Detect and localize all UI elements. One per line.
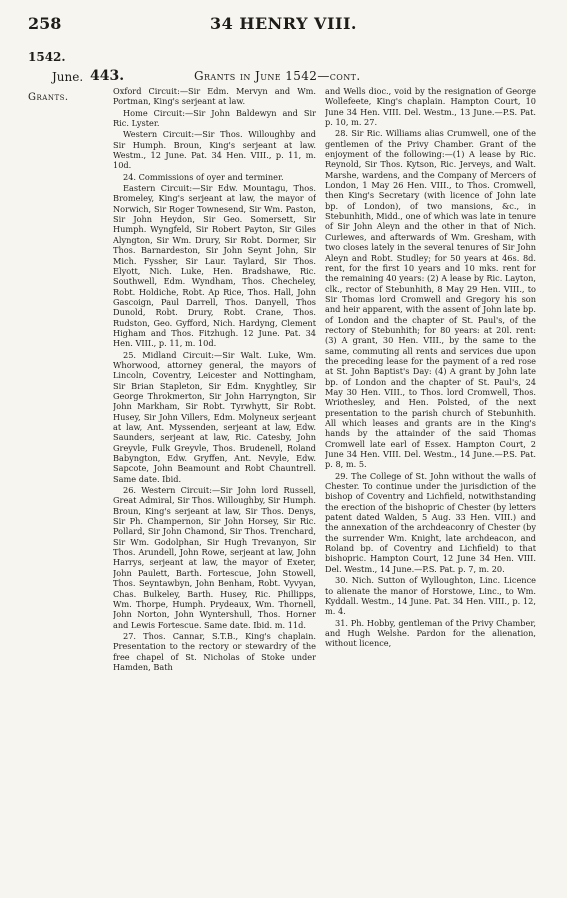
paragraph-item-30: 30. Nich. Sutton of Wylloughton, Linc. Licence to alienate the manor of Horstowe, Linc., to Wm. Kyddall. Westm., 14 June. Pat. 34 Hen. VIII., p. 12, m. 4. [325,575,536,617]
paragraph-item-24: 24. Commissions of oyer and terminer. [123,171,284,182]
paragraph-item-26: 26. Western Circuit:—Sir John lord Russell, Great Admiral, Sir Thos. Willoughby, Sir Humph. Broun, King's serjeant at law, Sir Thos. Denys, Sir Ph. Champernon, Sir John Horsey, Sir Ric. Pollard, Sir John Chamond, Sir Thos. Trenchard, Sir Wm. Godolphan, Sir Hugh Trevanyon, Sir Thos. Arundell, John Rowe, serjeant at law, John Harrys, serjeant at law, the mayor of Exeter, John Paulett, Barth. Fortescue, John Stowell, Thos. Seyntawbyn, John Benham, Robt. Vyvyan, Chas. Bulkeley, Barth. Husey, Ric. Phillipps, Wm. Thorpe, Humph. Prydeaux, Wm. Thornell, John Norton, John Wyntershull, Thos. Horner and Lewis Fortescue. Same date. Ibid. m. 11d. [113,485,316,630]
paragraph-home-circuit: Home Circuit:—Sir John Baldewyn and Sir Ric. Lyster. [113,107,316,129]
margin-month: June. [52,70,84,84]
right-column [325,86,536,886]
running-title: 34 HENRY VIII. [209,14,357,33]
paragraph-item-27-cont: and Wells dioc., void by the resignation of George Wollefeete, King's chaplain. Hampton Court, 10 June 34 Hen. VIII. Del. Westm., 13 June.—P.S. Pat. p. 10, m. 27. [325,86,536,128]
entry-heading: Grants in June 1542—cont. [194,69,361,83]
paragraph-item-25: 25. Midland Circuit:—Sir Walt. Luke, Wm. Whorwood, attorney general, the mayors of Lincoln, Coventry, Leicester and Nottingham, Sir Brian Stapleton, Sir Edm. Knyghtley, Sir George Throkmerton, Sir John Harryngton, Sir John Markham, Sir Robt. Tyrwhytt, Sir Robt. Husey, Sir John Villers, Edm. Molyneux serjeant at law, Ant. Myssenden, serjeant at law, Edw. Saunders, serjeant at law, Ric. Catesby, John Greyvle, Fulk Greyvle, Thos. Brudenell, Roland Babyngton, Edw. Gryffen, Ant. Nevyle, Edw. Sapcote, John Beamount and Robt Chauntrell. Same date. Ibid. [113,349,316,484]
paragraph-eastern-circuit: Eastern Circuit:—Sir Edw. Mountagu, Thos. Bromeley, King's serjeant at law, the mayor of Norwich, Sir Roger Townesend, Sir Wm. Paston, Sir John Heydon, Sir Geo. Somersett, Sir Humph. Wyngfeld, Sir Robert Payton, Sir Giles Alyngton, Sir Wm. Drury, Sir Robt. Dormer, Sir Thos. Barnardeston, Sir John Seynt John, Sir Mich. Fyssher, Sir Laur. Taylard, Sir Thos. Elyott, Nich. Luke, Hen. Bradshawe, Ric. Southwell, Edm. Wyndham, Thos. Checheley, Robt. Holdiche, Robt. Ap Rice, Thos. Hall, John Gascoign, Paul Darrell, Thos. Danyell, Thos Dunold, Robt. Drury, Robt. Crane, Thos. Rudston, Geo. Gyfford, Nich. Hardyng, Clement Higham and Thos. Fitzhugh. 12 June. Pat. 34 Hen. VIII., p. 11, m. 10d. [113,183,316,349]
left-column [113,86,316,886]
paragraph-item-31: 31. Ph. Hobby, gentleman of the Privy Chamber, and Hugh Welshe. Pardon for the alienation, without licence, [325,617,536,649]
paragraph-oxford-circuit: Oxford Circuit:—Sir Edm. Mervyn and Wm. Portman, King's serjeant at law. [113,86,316,107]
margin-year: 1542. [28,50,66,64]
entry-number: 443. [90,68,125,84]
paragraph-item-29: 29. The College of St. John without the walls of Chester. To continue under the jurisdiction of the bishop of Coventry and Lichfield, notwithstanding the erection of the bishopric of Chester (by letters patent dated Walden, 5 Aug. 33 Hen. VIII.) and the annexation of the archdeaconry of Chester (by the surrender Wm. Knight, late archdeacon, and Roland bp. of Coventry and Lichfield) to that bishopric. Hampton Court, 12 June 34 Hen. VIII. Del. Westm., 14 June.—P.S. Pat. p. 7, m. 20. [325,470,536,574]
page-number: 258 [28,14,62,33]
paragraph-western-circuit: Western Circuit:—Sir Thos. Willoughby and Sir Humph. Broun, King's serjeant at law. Westm., 12 June. Pat. 34 Hen. VIII., p. 11, m. 10d. [113,129,316,171]
entry-header [90,68,536,84]
margin-section-label: Grants. [28,92,69,103]
paragraph-item-27: 27. Thos. Cannar, S.T.B., King's chaplain. Presentation to the rectory or stewardry of the free chapel of St. Nicholas of Stoke under Hamden, Bath [113,630,316,672]
paragraph-item-28: 28. Sir Ric. Williams alias Crumwell, one of the gentlemen of the Privy Chamber. Grant of the enjoyment of the following:—(1) A lease by Ric. Reynold, Sir Thos. Kytson, Ric. Jerveys, and Walt. Marshe, wardens, and the Company of Mercers of London, 1 May 26 Hen. VIII., to Thos. Cromwell, then King's Secretary (with licence of John late bp. of London), of two mansions, &c., in Stebunhith, Midd., one of which was late in tenure of Sir John Aleyn and the other in that of Nich. Curlewes, and afterwards of Wm. Gresham, with two closes lately in the several tenures of Sir John Aleyn and Robt. Studley; for 50 years at 46s. 8d. rent, for the first 10 years and 10 mks. rent for the remaining 40 years: (2) A lease by Ric. Layton, clk., rector of Stebunhith, 8 May 29 Hen. VIII., to Sir Thomas lord Cromwell and Gregory his son and heir apparent, with the assent of John late bp. of London and the chapter of St. Paul's, of the rectory of Stebunhith; for 80 years: at 20l. rent: (3) A grant, 30 Hen. VIII., by the same to the same, commuting all rents and services due upon the preceding lease for the payment of a red rose at St. John Baptist's Day: (4) A grant by John late bp. of London and the chapter of St. Paul's, 24 May 30 Hen. VIII., to Thos. lord Cromwell, Thos. Wriothesley, and Hen. Polsted, of the next presentation to the parish church of Stebunhith. All which leases and grants are in the King's hands by the attainder of the said Thomas Cromwell late earl of Essex. Hampton Court, 2 June 34 Hen. VIII. Del. Westm., 14 June.—P.S. Pat. p. 8, m. 5. [325,128,536,470]
